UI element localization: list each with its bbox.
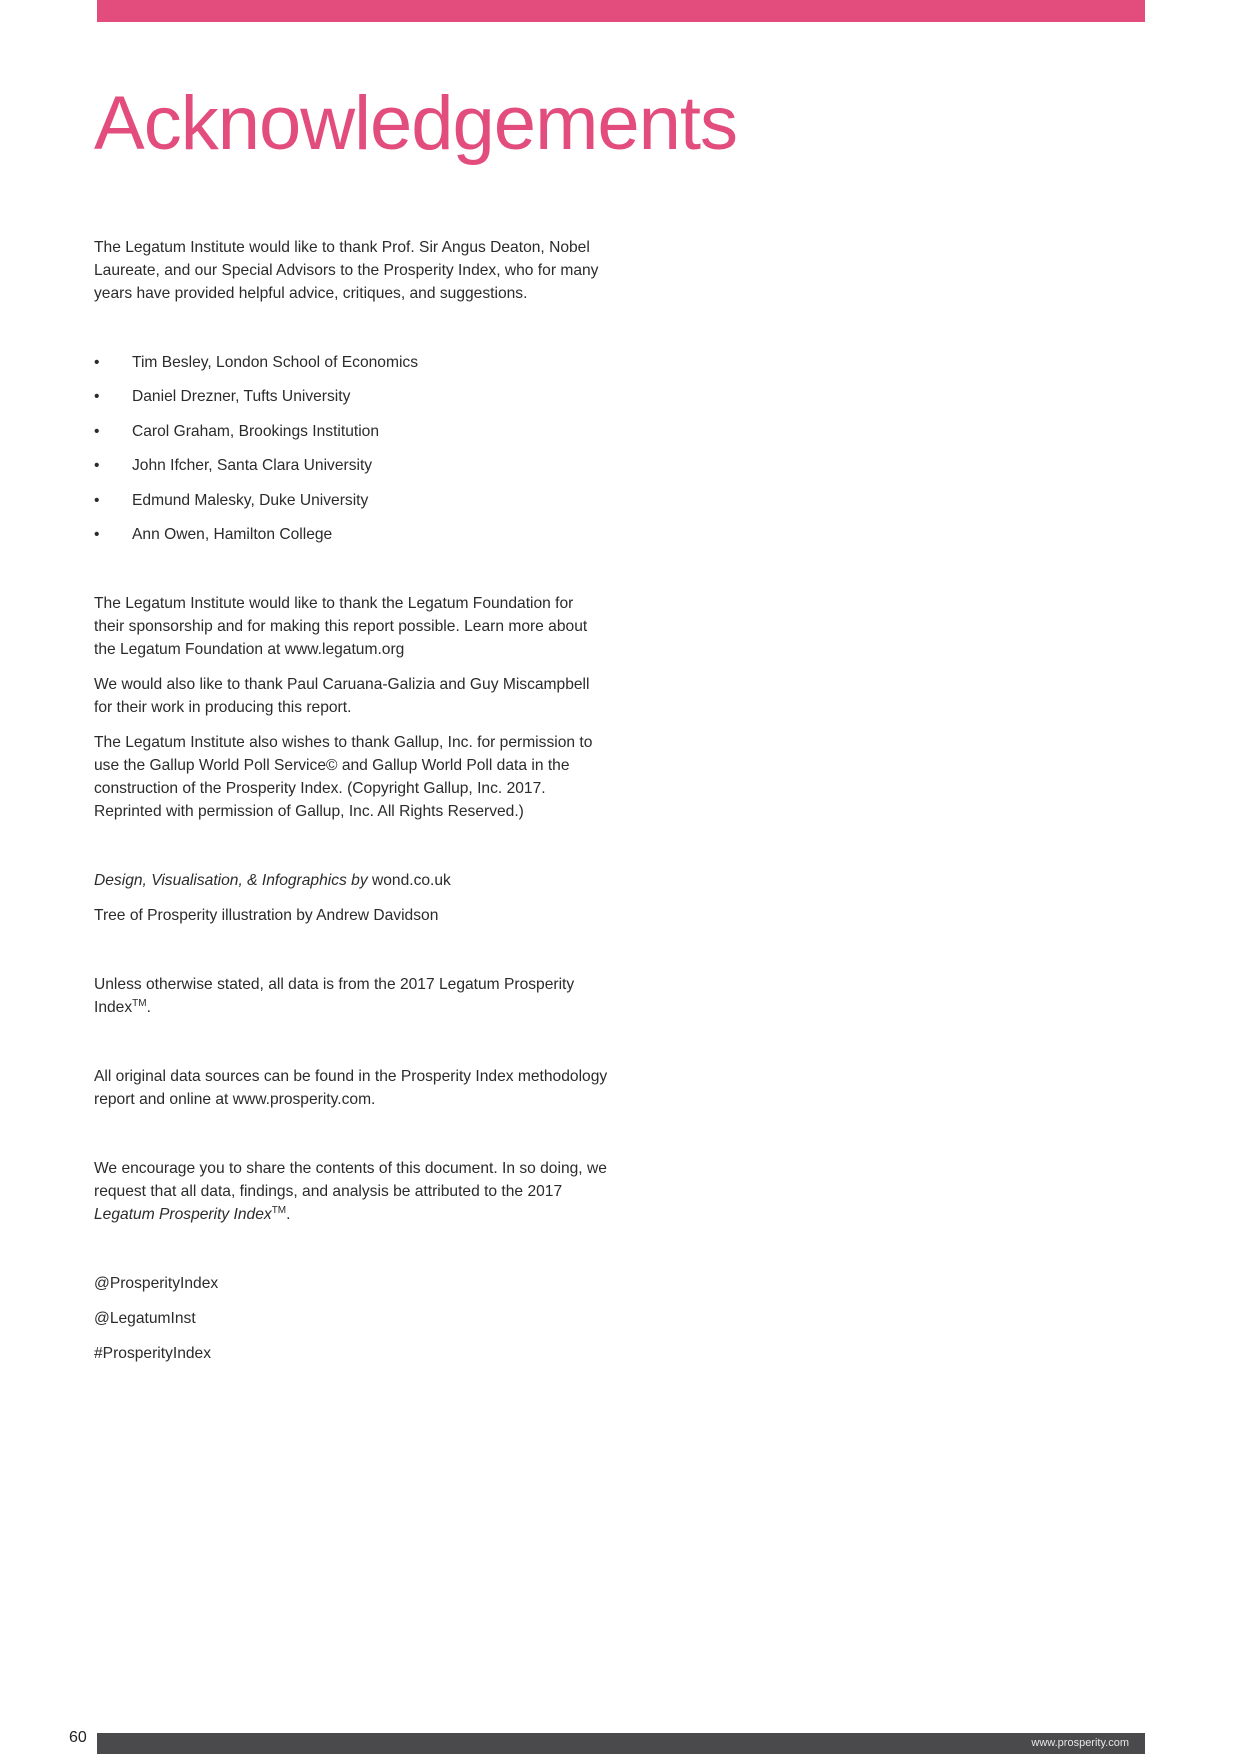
social-handle: @LegatumInst <box>94 1309 196 1327</box>
social-hashtag: #ProsperityIndex <box>94 1344 212 1362</box>
footer-url: www.prosperity.com <box>1031 1737 1129 1749</box>
advisor-name: Edmund Malesky, Duke University <box>132 491 369 509</box>
advisor-name: Tim Besley, London School of Economics <box>132 354 419 371</box>
trademark-mark: TM <box>132 997 147 1009</box>
advisor-name: John Ifcher, Santa Clara University <box>132 457 373 475</box>
share-note: We encourage you to share the contents of this document. In so doing, we request that all data, findings, and analysis be attributed to the 2017 Legatum Prosperity Index™. <box>94 1159 607 1223</box>
producers-thanks: We would also like to thank Paul Caruana-Galizia and Guy Miscampbell for their work in producing this report. <box>94 675 590 716</box>
sources-note: All original data sources can be found in the Prosperity Index methodology report and online at www.prosperity.com. <box>94 1067 608 1108</box>
main-content <box>94 236 608 1365</box>
advisor-name: Daniel Drezner, Tufts University <box>132 388 351 406</box>
data-note: Unless otherwise stated, all data is from the 2017 Legatum Prosperity Index™. <box>94 975 575 1016</box>
gallup-thanks: The Legatum Institute also wishes to thank Gallup, Inc. for permission to use the Gallup World Poll Service© and Gallup World Poll data in the construction of the Prosperity Index. (Copyright Gallup, Inc. 2017. Reprinted with permission of Gallup, Inc. All Rights Reserved.) <box>94 733 593 820</box>
bullet-glyph: • <box>94 491 100 509</box>
bullet-glyph: • <box>94 525 100 543</box>
bullet-glyph: • <box>94 354 100 371</box>
social-handle: @ProsperityIndex <box>94 1274 219 1292</box>
advisor-name: Carol Graham, Brookings Institution <box>132 422 380 440</box>
list-item <box>94 523 608 546</box>
list-item <box>94 489 608 512</box>
design-credit-value: wond.co.uk <box>371 871 451 889</box>
page-number: 60 <box>69 1729 87 1746</box>
advisor-name: Ann Owen, Hamilton College <box>132 525 333 543</box>
foundation-thanks: The Legatum Institute would like to thank the Legatum Foundation for their sponsorship and for making this report possible. Learn more about the Legatum Foundation at www.legatum.org <box>94 594 588 658</box>
bullet-glyph: • <box>94 457 100 475</box>
list-item <box>94 351 608 374</box>
intro-paragraph: The Legatum Institute would like to thank Prof. Sir Angus Deaton, Nobel Laureate, and our Special Advisors to the Prosperity Index, who for many years have provided helpful advice, critiques, and suggestions. <box>94 239 599 302</box>
trademark-mark: TM <box>271 1204 287 1216</box>
design-credit-label: Design, Visualisation, & Infographics by <box>94 871 368 889</box>
list-item <box>94 385 608 408</box>
list-item <box>94 454 608 477</box>
top-accent-bar <box>97 0 1145 22</box>
index-title: Legatum Prosperity Index <box>94 1205 272 1223</box>
bullet-glyph: • <box>94 422 100 440</box>
design-credit <box>94 869 608 892</box>
illustration-credit: Tree of Prosperity illustration by Andrew Davidson <box>94 906 439 924</box>
bullet-glyph: • <box>94 388 100 406</box>
page-title: Acknowledgements <box>94 81 738 166</box>
footer-bar <box>97 1733 1145 1754</box>
list-item <box>94 420 608 443</box>
advisor-list <box>94 351 608 546</box>
